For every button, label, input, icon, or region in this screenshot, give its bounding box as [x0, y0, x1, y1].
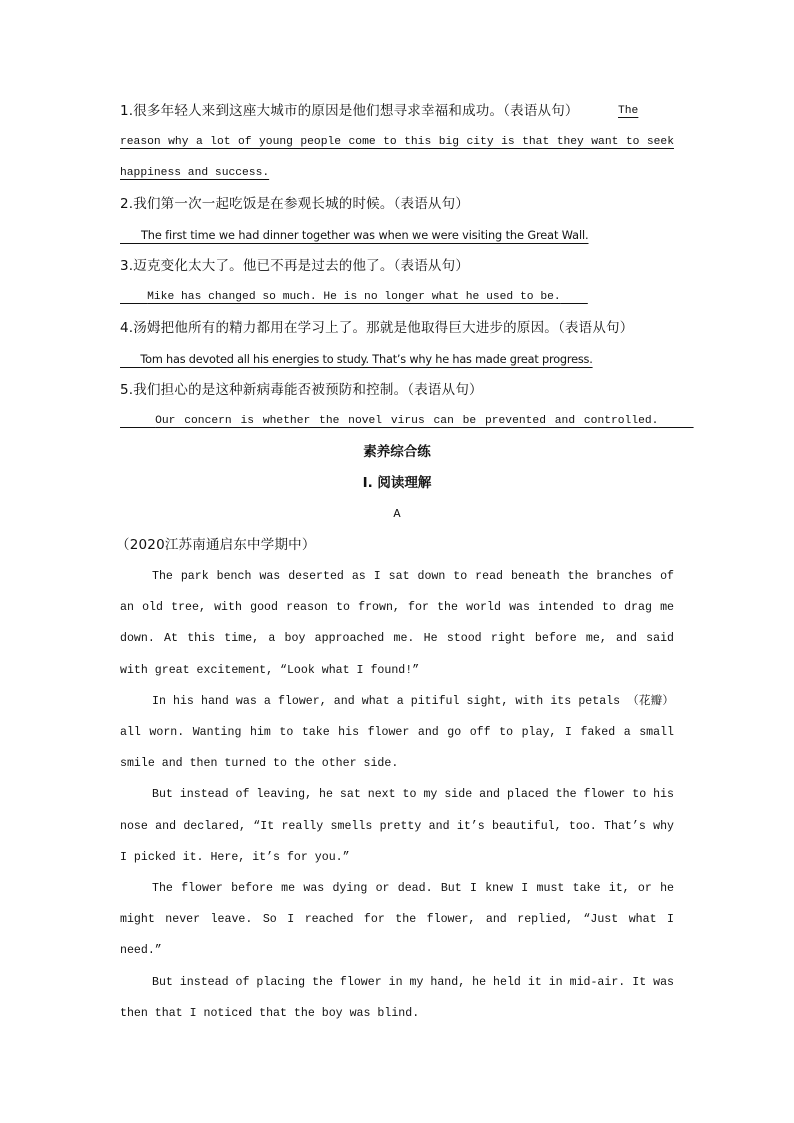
exercise-answer-text: Tom has devoted all his energies to study. That’s why he has made great progress. — [140, 353, 593, 366]
exercise-prompt-text: 5.我们担心的是这种新病毒能否被预防和控制。（表语从句） — [120, 382, 483, 398]
passage-paragraph: But instead of leaving, he sat next to my side and placed the flower to his nose and declared, “It really smells pretty and it’s beautiful, too. That’s why I picked it. Here, it’s for you.” — [120, 788, 674, 864]
exercise-answer-text: Our concern is whether the novel virus can be prevented and controlled. — [155, 415, 659, 427]
exercise-prompt-text: 2.我们第一次一起吃饭是在参观长城的时候。（表语从句） — [120, 196, 470, 212]
exercise-3 — [120, 251, 674, 313]
exercise-answer — [120, 220, 674, 251]
exercise-answer-text: The reason why a lot of young people come to this big city is that they want to seek happiness and success. — [120, 105, 674, 179]
exercise-prompt-text: 3.迈克变化太大了。他已不再是过去的他了。（表语从句） — [120, 258, 470, 274]
exercise-prompt-text: 4.汤姆把他所有的精力都用在学习上了。那就是他取得巨大进步的原因。（表语从句） — [120, 320, 634, 336]
exercise-answer-text: The first time we had dinner together was when we were visiting the Great Wall. — [140, 229, 589, 242]
worksheet-page — [116, 96, 674, 1029]
exercise-answer — [120, 406, 674, 437]
exercise-answer — [120, 282, 674, 313]
passage-paragraph: The park bench was deserted as I sat down to read beneath the branches of an old tree, with good reason to frown, for the world was intended to drag me down. At this time, a boy approached me. He stood right before me, and said with great excitement, “Look what I found!” — [120, 570, 674, 677]
exercise-answer-text: Mike has changed so much. He is no longer what he used to be. — [147, 291, 561, 303]
exercise-4 — [120, 313, 674, 375]
part-label: A — [393, 507, 401, 521]
exercise-5 — [120, 375, 674, 437]
section-subtitle: Ⅰ. 阅读理解 — [362, 475, 432, 491]
passage-paragraph: In his hand was a flower, and what a pitiful sight, with its petals （花瓣） all worn. Wanting him to take his flower and go off to play, I faked a small smile and then turned to the other side. — [120, 694, 674, 771]
exercise-1 — [120, 96, 674, 189]
exercise-prompt — [120, 251, 674, 282]
exercise-2 — [120, 189, 674, 251]
exercise-prompt — [120, 313, 674, 344]
reading-passage — [120, 561, 674, 1029]
exercise-answer — [120, 344, 674, 375]
passage-source: （2020江苏南通启东中学期中） — [116, 537, 316, 553]
exercise-prompt — [120, 375, 674, 406]
passage-paragraph: But instead of placing the flower in my hand, he held it in mid-air. It was then that I noticed that the boy was blind. — [120, 975, 674, 1020]
exercise-prompt-text: 1.很多年轻人来到这座大城市的原因是他们想寻求幸福和成功。（表语从句） — [120, 103, 579, 119]
passage-paragraph: The flower before me was dying or dead. But I knew I must take it, or he might never leave. So I reached for the flower, and replied, “Just what I need.” — [120, 882, 674, 958]
exercise-prompt — [120, 189, 674, 220]
section-title: 素养综合练 — [363, 444, 431, 460]
